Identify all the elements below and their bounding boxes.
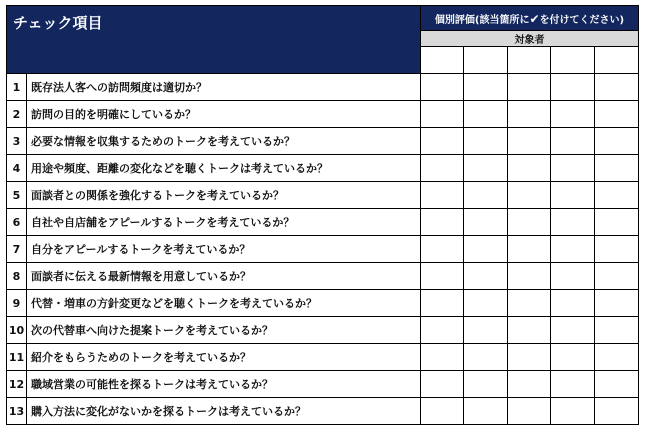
- check-cell[interactable]: [464, 398, 508, 425]
- check-cell[interactable]: [464, 290, 508, 317]
- item-text: 面談者との関係を強化するトークを考えているか？: [27, 182, 421, 209]
- item-text: 購入方法に変化がないかを探るトークは考えているか？: [27, 398, 421, 425]
- check-cell[interactable]: [551, 236, 595, 263]
- item-text: 訪問の目的を明確にしているか？: [27, 101, 421, 128]
- item-number: 12: [7, 371, 27, 398]
- checklist-row: [7, 398, 639, 425]
- check-cell[interactable]: [464, 371, 508, 398]
- check-cell[interactable]: [551, 317, 595, 344]
- item-text: 用途や頻度、距離の変化などを聴くトークは考えているか？: [27, 155, 421, 182]
- checklist-row: [7, 236, 639, 263]
- check-cell[interactable]: [595, 290, 639, 317]
- check-icon: ✔: [529, 11, 540, 26]
- checklist-row: [7, 101, 639, 128]
- item-number: 3: [7, 128, 27, 155]
- checklist-row: [7, 209, 639, 236]
- check-cell[interactable]: [464, 101, 508, 128]
- check-cell[interactable]: [508, 101, 551, 128]
- check-cell[interactable]: [464, 209, 508, 236]
- check-cell[interactable]: [595, 155, 639, 182]
- check-cell[interactable]: [595, 371, 639, 398]
- check-cell[interactable]: [421, 236, 464, 263]
- check-cell[interactable]: [421, 398, 464, 425]
- checklist-row: [7, 344, 639, 371]
- check-cell[interactable]: [551, 344, 595, 371]
- check-cell[interactable]: [595, 128, 639, 155]
- check-cell[interactable]: [421, 263, 464, 290]
- item-text: 次の代替車へ向けた提案トークを考えているか？: [27, 317, 421, 344]
- check-cell[interactable]: [551, 398, 595, 425]
- check-cell[interactable]: [551, 128, 595, 155]
- checklist-row: [7, 155, 639, 182]
- check-cell[interactable]: [595, 101, 639, 128]
- check-cell[interactable]: [508, 263, 551, 290]
- evaluation-header-suffix: を付けてください): [539, 14, 625, 26]
- checklist-table: [6, 5, 639, 425]
- check-cell[interactable]: [551, 209, 595, 236]
- item-number: 1: [7, 74, 27, 101]
- check-cell[interactable]: [421, 371, 464, 398]
- checklist-row: [7, 128, 639, 155]
- check-cell[interactable]: [595, 317, 639, 344]
- check-cell[interactable]: [508, 236, 551, 263]
- checklist-row: [7, 74, 639, 101]
- check-cell[interactable]: [421, 128, 464, 155]
- target-name-cell[interactable]: [508, 47, 551, 74]
- checklist-row: [7, 263, 639, 290]
- check-cell[interactable]: [551, 182, 595, 209]
- target-name-cell[interactable]: [464, 47, 508, 74]
- check-cell[interactable]: [421, 182, 464, 209]
- check-cell[interactable]: [595, 263, 639, 290]
- check-cell[interactable]: [421, 74, 464, 101]
- check-cell[interactable]: [508, 74, 551, 101]
- check-cell[interactable]: [464, 263, 508, 290]
- check-cell[interactable]: [551, 101, 595, 128]
- item-text: 紹介をもらうためのトークを考えているか？: [27, 344, 421, 371]
- check-cell[interactable]: [464, 74, 508, 101]
- item-text: 代替・増車の方針変更などを聴くトークを考えているか？: [27, 290, 421, 317]
- evaluation-header: [421, 6, 639, 31]
- check-cell[interactable]: [551, 74, 595, 101]
- checklist-title: チェック項目: [7, 6, 421, 74]
- item-number: 5: [7, 182, 27, 209]
- checklist-row: [7, 290, 639, 317]
- item-text: 自分をアピールするトークを考えているか？: [27, 236, 421, 263]
- check-cell[interactable]: [595, 236, 639, 263]
- item-number: 9: [7, 290, 27, 317]
- check-cell[interactable]: [464, 182, 508, 209]
- target-name-cell[interactable]: [551, 47, 595, 74]
- target-person-header: 対象者: [421, 31, 639, 47]
- checklist-row: [7, 182, 639, 209]
- item-number: 11: [7, 344, 27, 371]
- check-cell[interactable]: [551, 371, 595, 398]
- check-cell[interactable]: [508, 371, 551, 398]
- check-cell[interactable]: [508, 398, 551, 425]
- item-text: 自社や自店舗をアピールするトークを考えているか？: [27, 209, 421, 236]
- target-name-cell[interactable]: [595, 47, 639, 74]
- check-cell[interactable]: [595, 398, 639, 425]
- check-cell[interactable]: [421, 101, 464, 128]
- check-cell[interactable]: [551, 263, 595, 290]
- check-cell[interactable]: [421, 209, 464, 236]
- check-cell[interactable]: [421, 290, 464, 317]
- check-cell[interactable]: [595, 182, 639, 209]
- evaluation-header-prefix: 個別評価(該当箇所に: [434, 14, 530, 26]
- check-cell[interactable]: [595, 209, 639, 236]
- item-text: 面談者に伝える最新情報を用意しているか？: [27, 263, 421, 290]
- item-number: 2: [7, 101, 27, 128]
- check-cell[interactable]: [508, 344, 551, 371]
- check-cell[interactable]: [508, 317, 551, 344]
- target-name-cell[interactable]: [421, 47, 464, 74]
- check-cell[interactable]: [421, 344, 464, 371]
- check-cell[interactable]: [464, 317, 508, 344]
- check-cell[interactable]: [464, 128, 508, 155]
- checklist-sheet: [6, 5, 642, 425]
- item-number: 4: [7, 155, 27, 182]
- check-cell[interactable]: [421, 155, 464, 182]
- item-number: 10: [7, 317, 27, 344]
- check-cell[interactable]: [551, 290, 595, 317]
- check-cell[interactable]: [508, 290, 551, 317]
- item-number: 8: [7, 263, 27, 290]
- check-cell[interactable]: [595, 74, 639, 101]
- check-cell[interactable]: [508, 155, 551, 182]
- item-number: 6: [7, 209, 27, 236]
- checklist-row: [7, 371, 639, 398]
- check-cell[interactable]: [421, 317, 464, 344]
- item-text: 既存法人客への訪問頻度は適切か？: [27, 74, 421, 101]
- item-text: 必要な情報を収集するためのトークを考えているか？: [27, 128, 421, 155]
- item-number: 13: [7, 398, 27, 425]
- check-cell[interactable]: [464, 155, 508, 182]
- check-cell[interactable]: [508, 128, 551, 155]
- check-cell[interactable]: [551, 155, 595, 182]
- checklist-row: [7, 317, 639, 344]
- check-cell[interactable]: [595, 344, 639, 371]
- check-cell[interactable]: [508, 209, 551, 236]
- item-number: 7: [7, 236, 27, 263]
- check-cell[interactable]: [464, 236, 508, 263]
- item-text: 職域営業の可能性を探るトークは考えているか？: [27, 371, 421, 398]
- check-cell[interactable]: [464, 344, 508, 371]
- check-cell[interactable]: [508, 182, 551, 209]
